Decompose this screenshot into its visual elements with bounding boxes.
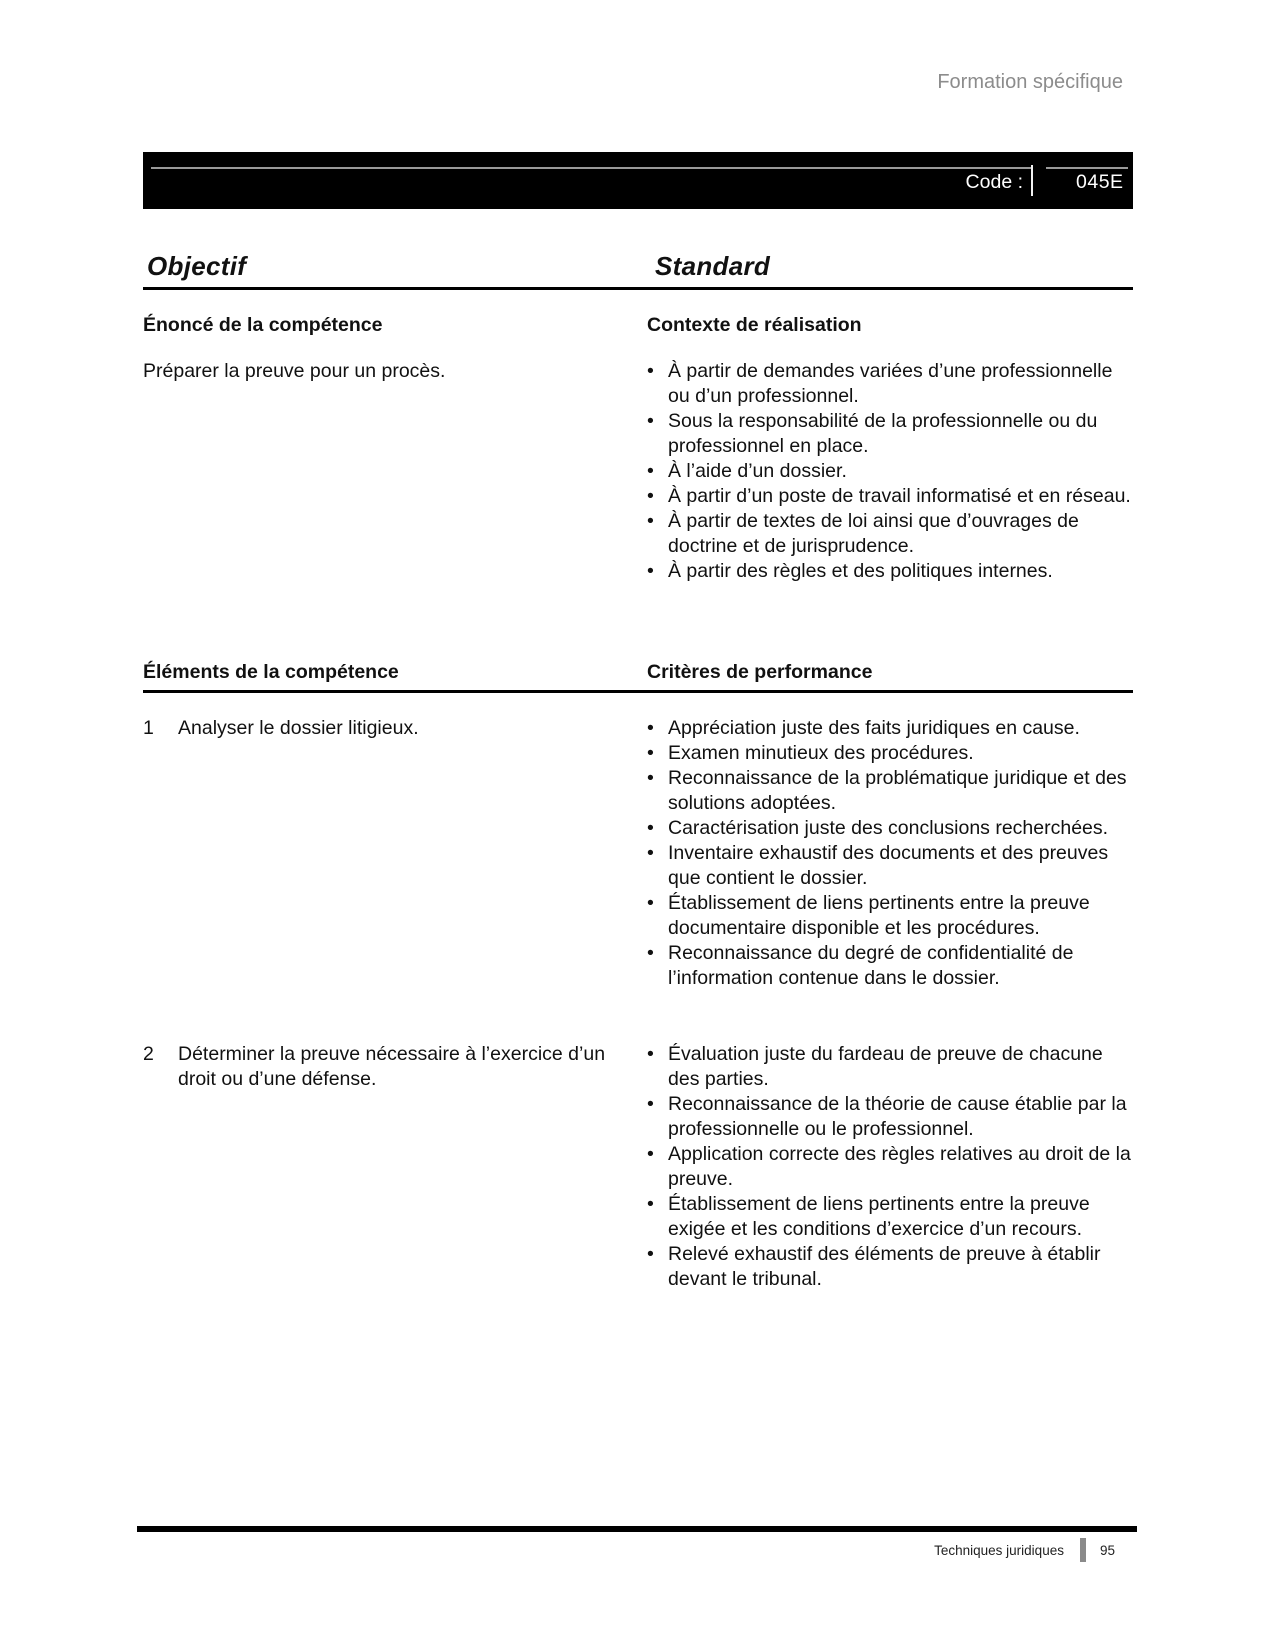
list-item — [647, 1142, 1133, 1192]
objectif-title: Objectif — [147, 251, 247, 281]
elements-heading: Éléments de la compétence — [143, 661, 399, 683]
criteres-heading: Critères de performance — [647, 661, 873, 683]
element-number: 2 — [143, 1043, 154, 1065]
element-1-row — [143, 716, 1133, 991]
footer-rule — [137, 1526, 1137, 1532]
section1-body — [143, 359, 1133, 584]
bullet-text: Évaluation juste du fardeau de preuve de chacune des parties. — [668, 1043, 1103, 1090]
element-text: Déterminer la preuve nécessaire à l’exercice d’un droit ou d’une défense. — [178, 1043, 606, 1090]
list-item — [647, 1242, 1133, 1292]
bullet-icon: • — [647, 510, 654, 532]
code-bar-separator — [1031, 165, 1033, 196]
element-number: 1 — [143, 717, 154, 739]
bullet-icon: • — [647, 742, 654, 764]
title-row — [143, 252, 1133, 290]
bullet-text: Reconnaissance du degré de confidentialité de l’information contenue dans le dossier. — [668, 942, 1074, 989]
bullet-icon: • — [647, 1093, 654, 1115]
bullet-icon: • — [647, 360, 654, 382]
running-head: Formation spécifique — [937, 71, 1123, 93]
bullet-text: Application correcte des règles relatives au droit de la preuve. — [668, 1143, 1131, 1190]
bullet-icon: • — [647, 1143, 654, 1165]
bullet-icon: • — [647, 892, 654, 914]
context-bullet-list — [647, 359, 1133, 584]
competence-statement: Préparer la preuve pour un procès. — [143, 360, 446, 382]
section2-headings — [143, 661, 1133, 693]
code-header-bar — [143, 152, 1133, 209]
bullet-icon: • — [647, 1193, 654, 1215]
code-value: 045E — [1076, 171, 1124, 193]
bullet-text: À partir de demandes variées d’une professionnelle ou d’un professionnel. — [668, 360, 1113, 407]
bullet-text: À l’aide d’un dossier. — [668, 460, 847, 482]
bullet-text: Sous la responsabilité de la professionnelle ou du professionnel en place. — [668, 410, 1098, 457]
list-item — [647, 1092, 1133, 1142]
bullet-icon: • — [647, 817, 654, 839]
bullet-text: Établissement de liens pertinents entre la preuve documentaire disponible et les procédures. — [668, 892, 1090, 939]
list-item — [647, 716, 1133, 741]
bullet-icon: • — [647, 717, 654, 739]
enonce-heading: Énoncé de la compétence — [143, 314, 383, 336]
element-2-row — [143, 1042, 1133, 1292]
footer-page-number: 95 — [1099, 1542, 1115, 1558]
list-item — [647, 559, 1133, 584]
footer-program-name: Techniques juridiques — [934, 1542, 1064, 1558]
standard-title: Standard — [655, 251, 771, 281]
bullet-text: Caractérisation juste des conclusions recherchées. — [668, 817, 1109, 839]
bullet-text: Relevé exhaustif des éléments de preuve à établir devant le tribunal. — [668, 1243, 1101, 1290]
code-bar-rule-left — [151, 167, 1031, 169]
element-1 — [143, 716, 647, 741]
bullet-text: Appréciation juste des faits juridiques en cause. — [668, 717, 1080, 739]
list-item — [647, 741, 1133, 766]
bullet-icon: • — [647, 560, 654, 582]
bullet-icon: • — [647, 767, 654, 789]
bullet-icon: • — [647, 410, 654, 432]
bullet-text: Inventaire exhaustif des documents et des preuves que contient le dossier. — [668, 842, 1109, 889]
list-item — [647, 816, 1133, 841]
section1-headings — [143, 314, 1133, 336]
bullet-icon: • — [647, 1243, 654, 1265]
bullet-icon: • — [647, 485, 654, 507]
bullet-text: À partir d’un poste de travail informatisé et en réseau. — [668, 485, 1131, 507]
code-label: Code : — [965, 171, 1023, 193]
footer-divider — [1080, 1538, 1086, 1562]
bullet-icon: • — [647, 1043, 654, 1065]
criteria-list-2 — [647, 1042, 1133, 1292]
bullet-text: Établissement de liens pertinents entre la preuve exigée et les conditions d’exercice d’un recours. — [668, 1193, 1090, 1240]
list-item — [647, 459, 1133, 484]
element-text: Analyser le dossier litigieux. — [178, 717, 419, 739]
bullet-text: Examen minutieux des procédures. — [668, 742, 974, 764]
list-item — [647, 766, 1133, 816]
list-item — [647, 841, 1133, 891]
list-item — [647, 359, 1133, 409]
list-item — [647, 509, 1133, 559]
contexte-heading: Contexte de réalisation — [647, 314, 862, 336]
list-item — [647, 941, 1133, 991]
bullet-text: Reconnaissance de la théorie de cause établie par la professionnelle ou le professionnel. — [668, 1093, 1127, 1140]
bullet-icon: • — [647, 460, 654, 482]
bullet-text: Reconnaissance de la problématique juridique et des solutions adoptées. — [668, 767, 1127, 814]
bullet-icon: • — [647, 842, 654, 864]
list-item — [647, 484, 1133, 509]
bullet-text: À partir des règles et des politiques internes. — [668, 560, 1053, 582]
list-item — [647, 891, 1133, 941]
code-bar-rule-right — [1046, 167, 1128, 169]
criteria-list-1 — [647, 716, 1133, 991]
footer — [137, 1538, 1137, 1562]
bullet-text: À partir de textes de loi ainsi que d’ouvrages de doctrine et de jurisprudence. — [668, 510, 1079, 557]
list-item — [647, 409, 1133, 459]
bullet-icon: • — [647, 942, 654, 964]
list-item — [647, 1042, 1133, 1092]
element-2 — [143, 1042, 647, 1092]
list-item — [647, 1192, 1133, 1242]
